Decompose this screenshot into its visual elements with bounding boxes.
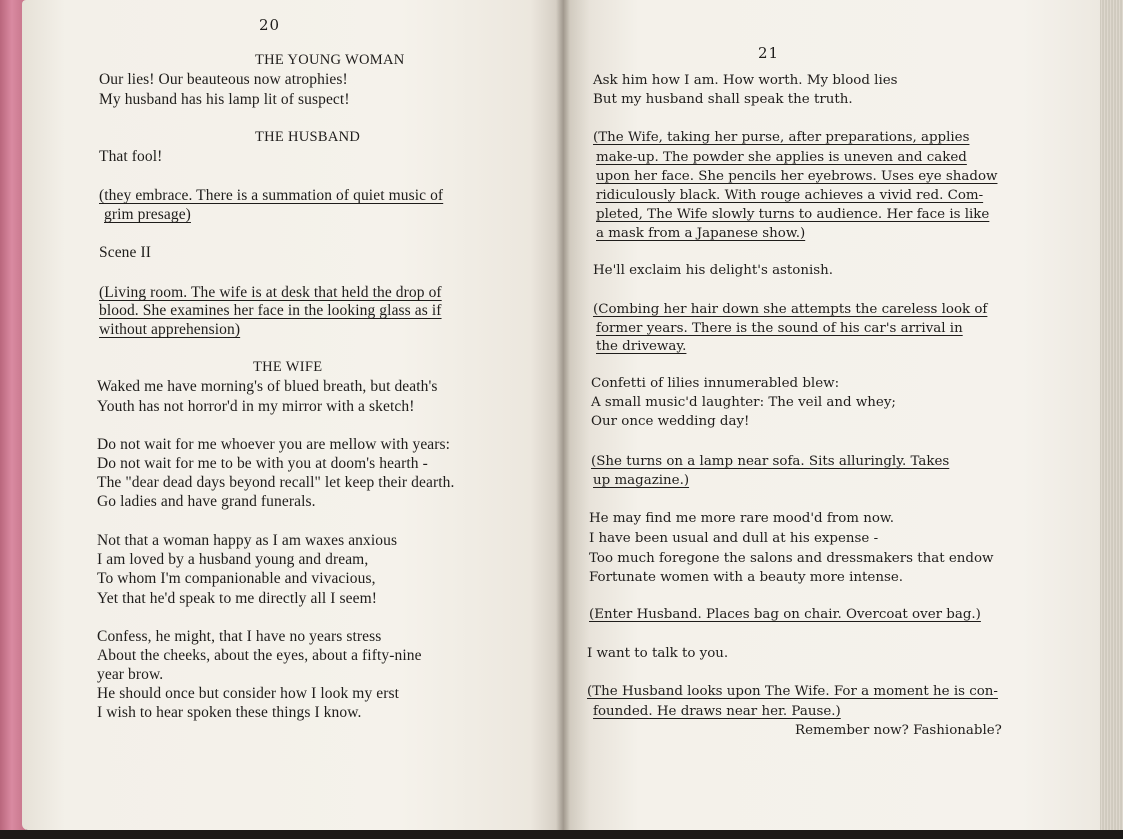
stage-direction: (Enter Husband. Places bag on chair. Overcoat over bag.) [589, 607, 981, 622]
verse-line: That fool! [99, 148, 163, 165]
verse-line: He'll exclaim his delight's astonish. [593, 263, 834, 278]
verse-line: Fortunate women with a beauty more intense. [589, 570, 904, 585]
verse-line: About the cheeks, about the eyes, about a fifty-nine [97, 647, 422, 664]
stage-direction: without apprehension) [99, 321, 241, 338]
scene-label: Scene II [99, 244, 152, 261]
stage-direction: up magazine.) [593, 473, 690, 488]
right-page [563, 0, 1103, 830]
verse-line: Go ladies and have grand funerals. [97, 493, 316, 510]
stage-direction: upon her face. She pencils her eyebrows. Uses eye shadow [596, 169, 998, 184]
book-gutter [556, 0, 570, 830]
verse-line: Youth has not horror'd in my mirror with a sketch! [97, 398, 415, 415]
stage-direction: (Living room. The wife is at desk that held the drop of [99, 284, 442, 301]
stage-direction: grim presage) [104, 206, 191, 223]
verse-line: Confetti of lilies innumerabled blew: [591, 376, 840, 391]
verse-line: I am loved by a husband young and dream, [97, 551, 369, 568]
stage-direction: founded. He draws near her. Pause.) [593, 704, 841, 719]
verse-line: My husband has his lamp lit of suspect! [99, 91, 350, 108]
verse-line: Our lies! Our beauteous now atrophies! [99, 71, 348, 88]
verse-line: He should once but consider how I look my erst [97, 685, 400, 702]
stage-direction: (The Husband looks upon The Wife. For a moment he is con- [587, 684, 998, 699]
page-number: 21 [758, 44, 780, 62]
page-number: 20 [259, 16, 281, 34]
verse-line: Yet that he'd speak to me directly all I seem! [97, 590, 378, 607]
verse-line: Confess, he might, that I have no years stress [97, 628, 382, 645]
stage-direction: former years. There is the sound of his car's arrival in [596, 321, 963, 336]
verse-line: I want to talk to you. [587, 646, 729, 661]
page-stack-edge [1100, 0, 1123, 839]
left-page [22, 0, 563, 830]
verse-line: Too much foregone the salons and dressmakers that endow [589, 551, 994, 566]
stage-direction: (Combing her hair down she attempts the careless look of [593, 302, 988, 317]
character-heading-wife: THE WIFE [253, 359, 323, 375]
character-heading-husband: THE HUSBAND [255, 129, 361, 145]
stage-direction: (The Wife, taking her purse, after preparations, applies [593, 130, 970, 145]
verse-line: Ask him how I am. How worth. My blood lies [593, 73, 898, 88]
verse-line: Not that a woman happy as I am waxes anxious [97, 532, 398, 549]
verse-line: Our once wedding day! [591, 414, 750, 429]
stage-direction: ridiculously black. With rouge achieves a vivid red. Com- [596, 188, 984, 203]
verse-line: I have been usual and dull at his expense - [589, 531, 879, 546]
verse-line: Waked me have morning's of blued breath, but death's [97, 378, 438, 395]
stage-direction: (they embrace. There is a summation of quiet music of [99, 187, 444, 204]
stage-direction: the driveway. [596, 339, 687, 354]
verse-line: The "dear dead days beyond recall" let keep their dearth. [97, 474, 455, 491]
verse-line: He may find me more rare mood'd from now. [589, 511, 895, 526]
stage-direction: blood. She examines her face in the looking glass as if [99, 302, 442, 319]
character-heading-young-woman: THE YOUNG WOMAN [255, 52, 405, 68]
verse-line: Do not wait for me whoever you are mellow with years: [97, 436, 451, 453]
verse-line: A small music'd laughter: The veil and whey; [591, 395, 896, 410]
stage-direction: (She turns on a lamp near sofa. Sits alluringly. Takes [591, 454, 950, 469]
verse-line: To whom I'm companionable and vivacious, [97, 570, 376, 587]
stage-direction: make-up. The powder she applies is uneven and caked [596, 150, 967, 165]
stage-direction: pleted, The Wife slowly turns to audience. Her face is like [596, 207, 990, 222]
verse-line: year brow. [97, 666, 164, 683]
background-shadow [0, 830, 1123, 839]
verse-line: I wish to hear spoken these things I know. [97, 704, 362, 721]
verse-line: Remember now? Fashionable? [795, 723, 1002, 738]
verse-line: But my husband shall speak the truth. [593, 92, 853, 107]
stage-direction: a mask from a Japanese show.) [596, 226, 806, 241]
verse-line: Do not wait for me to be with you at doom's hearth - [97, 455, 428, 472]
